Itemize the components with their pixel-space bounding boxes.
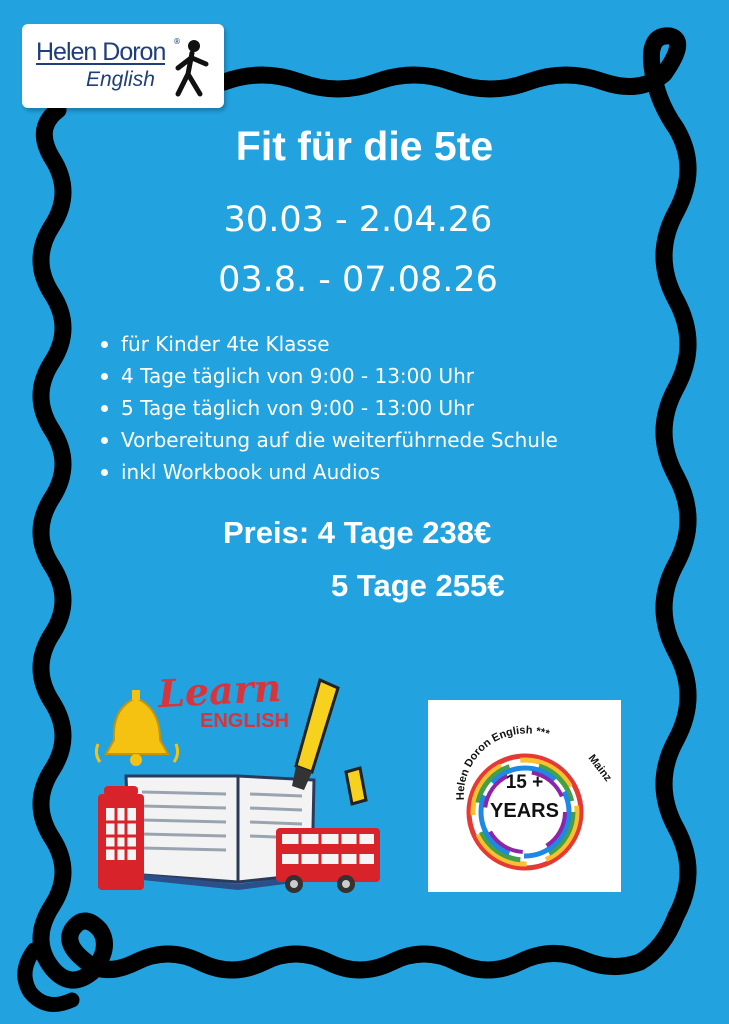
badge-years: YEARS — [490, 800, 559, 822]
highlighter-icon — [292, 680, 366, 804]
learn-label: Learn — [156, 664, 283, 717]
rainbow-ring-icon — [428, 700, 621, 892]
badge-city: Mainz — [585, 752, 614, 784]
anniversary-badge — [428, 700, 621, 892]
list-item: für Kinder 4te Klasse — [97, 328, 558, 360]
price-line-4-days: Preis: 4 Tage 238€ — [223, 515, 492, 550]
list-item: 4 Tage täglich von 9:00 - 13:00 Uhr — [97, 360, 558, 392]
list-item: 5 Tage täglich von 9:00 - 13:00 Uhr — [97, 392, 558, 424]
walking-figure-icon — [170, 38, 214, 98]
badge-count: 15 + — [505, 772, 544, 793]
date-range-1: 30.03 - 2.04.26 — [223, 200, 493, 240]
flyer-title: Fit für die 5te — [235, 123, 494, 169]
price-line-5-days: 5 Tage 255€ — [331, 568, 505, 603]
english-label: ENGLISH — [200, 710, 289, 732]
list-item: Vorbereitung auf die weiterführnede Schule — [97, 424, 558, 456]
phone-booth-icon — [98, 786, 144, 890]
helen-doron-logo — [22, 24, 224, 108]
list-item: inkl Workbook und Audios — [97, 456, 558, 488]
double-decker-bus-icon — [276, 828, 380, 893]
badge-arc-text: Helen Doron English *** — [454, 724, 551, 801]
logo-wordmark: Helen Doron — [36, 38, 166, 66]
date-range-2: 03.8. - 07.08.26 — [218, 260, 498, 300]
logo-subtitle: English — [86, 68, 155, 91]
feature-list — [97, 328, 558, 488]
logo-registered-mark: ® — [173, 37, 181, 46]
